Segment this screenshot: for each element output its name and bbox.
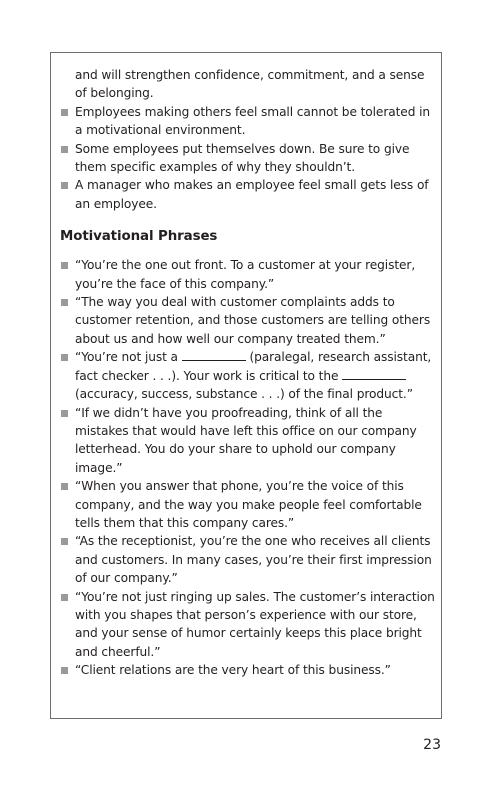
bullet-square-icon bbox=[61, 538, 68, 545]
list-item: “As the receptionist, you’re the one who receives all clients and customers. In many cases, you’re their first impression of our company.” bbox=[60, 532, 436, 587]
section-heading: Motivational Phrases bbox=[60, 229, 218, 245]
bullet-square-icon bbox=[61, 594, 68, 601]
list-item: A manager who makes an employee feel small gets less of an employee. bbox=[60, 176, 436, 213]
bullet-square-icon bbox=[61, 410, 68, 417]
fill-in-blank bbox=[342, 368, 406, 380]
bullet-square-icon bbox=[61, 667, 68, 674]
page-content bbox=[60, 66, 436, 680]
list-item: “You’re not just ringing up sales. The customer’s interaction with you shapes that person’s experience with our store, and your sense of humor certainly keeps this place bright and cheerful.” bbox=[60, 588, 436, 662]
list-item: “The way you deal with customer complaints adds to customer retention, and those customers are telling others about us and how well our company treated them.” bbox=[60, 293, 436, 348]
bullet-square-icon bbox=[61, 146, 68, 153]
continued-paragraph: and will strengthen confidence, commitment, and a sense of belonging. bbox=[75, 68, 425, 101]
bullet-square-icon bbox=[61, 109, 68, 116]
bullet-square-icon bbox=[61, 262, 68, 269]
fill-in-blank bbox=[182, 349, 246, 361]
page-number: 23 bbox=[423, 737, 441, 753]
bullet-square-icon bbox=[61, 182, 68, 189]
top-bullet-list bbox=[60, 103, 436, 213]
list-item: “You’re not just a (paralegal, research assistant, fact checker . . .). Your work is critical to the (accuracy, success, substance . . .) of the final product.” bbox=[60, 348, 436, 403]
list-item: Some employees put themselves down. Be sure to give them specific examples of why they shouldn’t. bbox=[60, 140, 436, 177]
bullet-square-icon bbox=[61, 483, 68, 490]
list-item: Employees making others feel small cannot be tolerated in a motivational environment. bbox=[60, 103, 436, 140]
list-item: “When you answer that phone, you’re the voice of this company, and the way you make people feel comfortable tells them that this company cares.” bbox=[60, 477, 436, 532]
bullet-square-icon bbox=[61, 354, 68, 361]
bullet-square-icon bbox=[61, 299, 68, 306]
list-item: “Client relations are the very heart of this business.” bbox=[60, 661, 436, 679]
list-item: “If we didn’t have you proofreading, think of all the mistakes that would have left this office on our company letterhead. You do your share to uphold our company image.” bbox=[60, 404, 436, 478]
phrases-list bbox=[60, 256, 436, 679]
list-item: “You’re the one out front. To a customer at your register, you’re the face of this company.” bbox=[60, 256, 436, 293]
